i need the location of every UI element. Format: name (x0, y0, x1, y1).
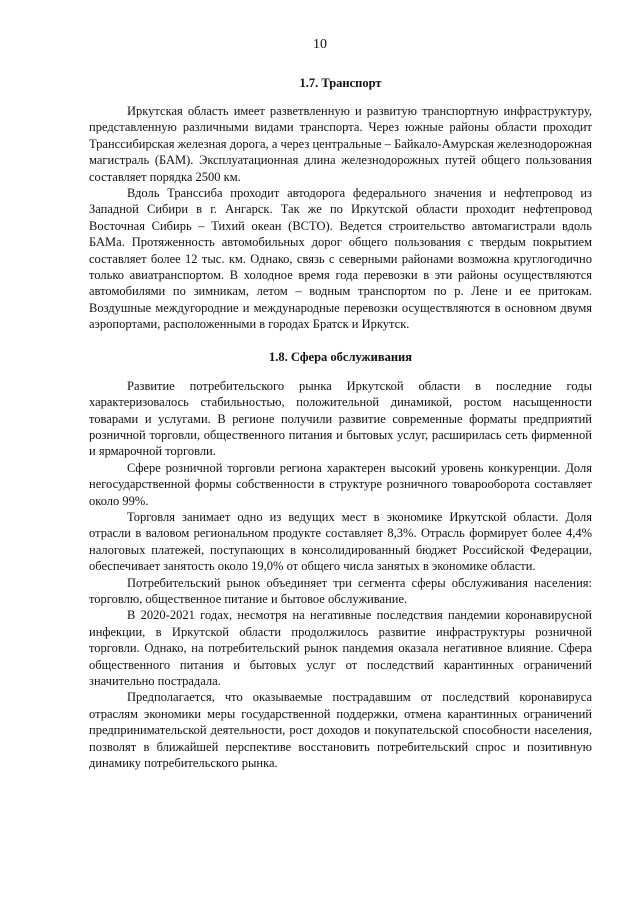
paragraph: Иркутская область имеет разветвленную и развитую транспортную инфраструктуру, представленную различными видами транспорта. Через южные районы области проходит Транссибирская железная дорога, а через центральные – Байкало-Амурская железнодорожная магистраль (БАМ). Эксплуатационная длина железнодорожных путей общего пользования составляет порядка 2500 км. (89, 104, 592, 184)
paragraph: Потребительский рынок объединяет три сегмента сферы обслуживания населения: торговлю, общественное питание и бытовое обслуживание. (89, 575, 592, 606)
section-heading-transport: 1.7. Транспорт (299, 76, 382, 90)
paragraph: Развитие потребительского рынка Иркутской области в последние годы характеризовалось стабильностью, положительной динамикой, ростом насыщенности товарами и услугами. В регионе получили развитие современные форматы предприятий розничной торговли, общественного питания и бытовых услуг, расширилась сеть фирменной и ярмарочной торговли. (89, 378, 592, 459)
paragraph: Сфере розничной торговли региона характерен высокий уровень конкуренции. Доля негосударственной формы собственности в структуре розничного товарооборота составляет около 99%. (89, 460, 592, 508)
section-heading-service: 1.8. Сфера обслуживания (268, 349, 412, 364)
paragraph: В 2020-2021 годах, несмотря на негативные последствия пандемии коронавирусной инфекции, в Иркутской области продолжилось развитие инфраструктуры розничной торговли. Однако, на потребительский рынок пандемия оказала негативное влияние. Сфера общественного питания и бытовых услуг от последствий карантинных ограничений значительно пострадала. (89, 608, 592, 688)
page-content (89, 76, 592, 771)
section-service (89, 350, 592, 772)
page-number: 10 (313, 37, 327, 52)
paragraph: Предполагается, что оказываемые пострадавшим от последствий коронавируса отраслям экономики меры государственной поддержки, отмена карантинных ограничений предпринимательской деятельности, рост доходов и покупательской способности населения, позволят в ближайшей перспективе восстановить потребительский спрос и позитивную динамику потребительского рынка. (89, 690, 592, 771)
section-transport (89, 76, 592, 333)
paragraph: Торговля занимает одно из ведущих мест в экономике Иркутской области. Доля отрасли в валовом региональном продукте составляет 8,3%. Отрасль формирует более 4,4% налоговых платежей, поступающих в консолидированный бюджет Российской Федерации, обеспечивает занятость около 19,0% от общего числа занятых в экономике области. (89, 509, 592, 574)
paragraph: Вдоль Транссиба проходит автодорога федерального значения и нефтепровод из Западной Сибири в г. Ангарск. Так же по Иркутской области проходит нефтепровод Восточная Сибирь – Тихий океан (ВСТО). Ведется строительство автомагистрали вдоль БАМа. Протяженность автомобильных дорог общего пользования с твердым покрытием составляет более 12 тыс. км. Однако, связь с северными районами возможна круглогодично только авиатранспортом. В холодное время года перевозки в эти районы осуществляются автомобилями по зимникам, летом – водным транспортом по р. Лене и ее притокам. Воздушные междугородние и международные перевозки осуществляются в основном двумя аэропортами, расположенными в городах Братск и Иркутск. (89, 186, 592, 332)
